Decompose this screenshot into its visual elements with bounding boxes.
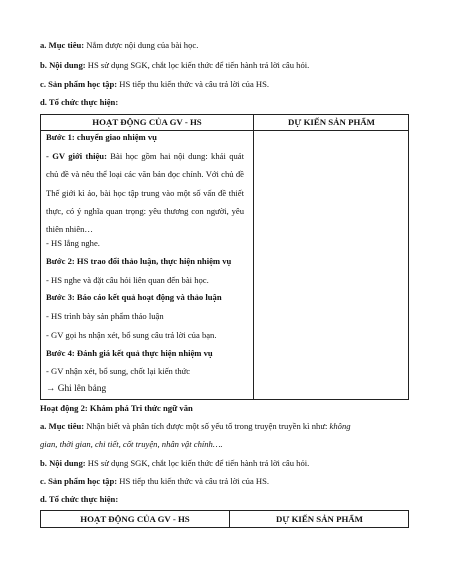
table2-header-expected: DỰ KIẾN SẢN PHẨM [276,514,363,524]
step3-text-2: - GV gọi hs nhận xét, bổ sung câu trả lời của bạn. [46,330,217,340]
activity-table-2 [40,510,409,528]
activity2-title: Hoạt động 2: Khám phá Tri thức ngữ văn [40,403,193,413]
table-header-activity: HOẠT ĐỘNG CỦA GV - HS [92,117,202,127]
step4-text-1: - GV nhận xét, bổ sung, chốt lại kiến thức [46,366,191,376]
gv-intro-text: Bài học gồm hai nội dung: khái quát chủ đề và nêu thể loại các văn bản đọc chính. Với chủ đề Thế giới kì ảo, bài học tập trung vào một số vấn đề thiết thực, có ý nghĩa quan trọng: yêu thương con người, yêu thiên nhiên… [46,151,244,235]
to-chuc-label: d. Tổ chức thực hiện: [40,97,119,107]
muc-tieu-label: a. Mục tiêu: [40,40,85,50]
table-divider [253,115,254,399]
step4-title: Bước 4: Đánh giá kết quả thực hiện nhiệm vụ [46,348,213,358]
a2-muc-tieu-italic-2: gian, thời gian, chi tiết, cốt truyện, nhân vật chính…. [40,439,223,449]
muc-tieu-line [40,41,198,51]
san-pham-line [40,80,269,90]
step3-title: Bước 3: Báo cáo kết quả hoạt động và thảo luận [46,292,222,302]
a2-noi-dung-text: HS sử dụng SGK, chắt lọc kiến thức để tiến hành trả lời câu hỏi. [85,458,310,468]
step2-title: Bước 2: HS trao đổi thảo luận, thực hiện nhiệm vụ [46,256,232,266]
a2-to-chuc-line [40,495,118,505]
activity-table-1 [40,114,409,400]
a2-to-chuc-label: d. Tổ chức thực hiện: [40,494,119,504]
a2-san-pham-line [40,477,269,487]
gv-intro-label: - GV giới thiệu: [46,151,107,161]
a2-muc-tieu-line-2 [40,440,223,450]
a2-san-pham-label: c. Sản phẩm học tập: [40,476,118,486]
noi-dung-label: b. Nội dung: [40,60,86,70]
a2-muc-tieu-text: Nhận biết và phân tích được một số yếu tố trong truyện truyền kì như: [84,421,330,431]
hs-listen: - HS lắng nghe. [46,238,100,248]
a2-noi-dung-line [40,459,309,469]
step2-text: - HS nghe và đặt câu hỏi liên quan đến bài học. [46,275,209,285]
a2-muc-tieu-italic-1: không [329,421,351,431]
a2-muc-tieu-line [40,422,351,432]
a2-san-pham-text: HS tiếp thu kiến thức và câu trả lời của HS. [117,476,270,486]
table-header-divider [41,130,408,131]
noi-dung-line [40,61,309,71]
step1-title: Bước 1: chuyển giao nhiệm vụ [46,132,157,142]
to-chuc-line [40,98,118,108]
step3-text-1: - HS trình bày sản phẩm thảo luận [46,311,164,321]
table-header-expected: DỰ KIẾN SẢN PHẨM [288,117,375,127]
san-pham-text: HS tiếp thu kiến thức và câu trả lời của HS. [117,79,270,89]
step4-text-2: → Ghi lên bảng [46,384,107,394]
table2-header-activity: HOẠT ĐỘNG CỦA GV - HS [80,514,190,524]
a2-noi-dung-label: b. Nội dung: [40,458,86,468]
noi-dung-text: HS sử dụng SGK, chắt lọc kiến thức để tiến hành trả lời câu hỏi. [85,60,310,70]
muc-tieu-text: Nắm được nội dung của bài học. [84,40,199,50]
gv-intro-paragraph [46,147,244,238]
san-pham-label: c. Sản phẩm học tập: [40,79,118,89]
a2-muc-tieu-label: a. Mục tiêu: [40,421,85,431]
